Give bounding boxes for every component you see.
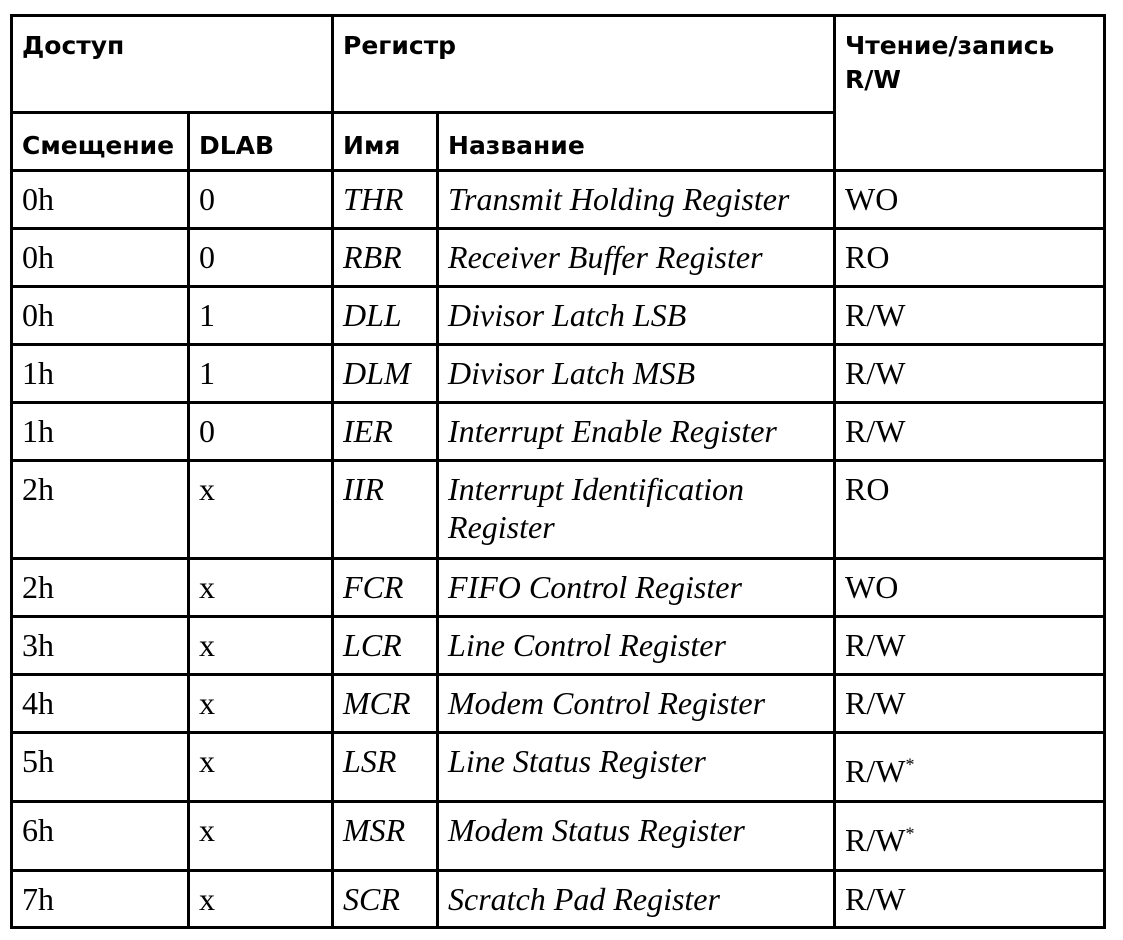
offset-cell-text: 1h <box>22 413 54 449</box>
dlab-cell-text: 0 <box>199 181 215 217</box>
offset-cell <box>12 871 189 928</box>
register-name-cell <box>333 802 438 871</box>
dlab-cell <box>189 229 333 287</box>
rw-cell-text: WO <box>845 569 899 605</box>
rw-cell <box>835 345 1105 403</box>
rw-cell-text: R/W <box>845 881 906 917</box>
register-name-cell-text: DLM <box>343 355 411 391</box>
register-name-cell-text: RBR <box>343 239 402 275</box>
rw-cell-text: RO <box>845 471 890 507</box>
rw-cell-text: R/W <box>845 685 906 721</box>
offset-cell <box>12 802 189 871</box>
register-name-cell-text: THR <box>343 181 404 217</box>
dlab-header: DLAB <box>189 113 333 171</box>
offset-cell <box>12 171 189 229</box>
register-title-cell <box>438 461 835 559</box>
register-header: Регистр <box>333 16 835 113</box>
offset-cell-text: 0h <box>22 181 54 217</box>
register-title-cell <box>438 171 835 229</box>
table-header <box>12 16 1105 171</box>
dlab-cell <box>189 287 333 345</box>
register-name-cell-text: DLL <box>343 297 402 333</box>
table-row <box>12 287 1105 345</box>
register-name-cell <box>333 287 438 345</box>
rw-cell <box>835 802 1105 871</box>
register-table <box>10 14 1106 929</box>
rw-cell-text: R/W <box>845 413 906 449</box>
register-name-cell <box>333 675 438 733</box>
dlab-cell <box>189 559 333 617</box>
rw-cell <box>835 461 1105 559</box>
register-title-cell <box>438 287 835 345</box>
offset-cell <box>12 733 189 802</box>
table-row <box>12 171 1105 229</box>
dlab-cell-text: x <box>199 812 215 848</box>
rw-cell-text: R/W <box>845 355 906 391</box>
register-title-cell-text: Modem Control Register <box>448 685 766 721</box>
register-title-cell-text: Divisor Latch MSB <box>448 355 696 391</box>
offset-cell <box>12 559 189 617</box>
register-name-cell-text: FCR <box>343 569 404 605</box>
offset-cell-text: 6h <box>22 812 54 848</box>
register-title-cell-text: Scratch Pad Register <box>448 881 720 917</box>
register-name-cell <box>333 617 438 675</box>
table-row <box>12 617 1105 675</box>
register-title-cell <box>438 733 835 802</box>
name-header: Имя <box>333 113 438 171</box>
offset-cell-text: 5h <box>22 743 54 779</box>
register-title-cell-text: Divisor Latch LSB <box>448 297 687 333</box>
offset-cell <box>12 617 189 675</box>
register-name-cell-text: SCR <box>343 881 400 917</box>
dlab-cell-text: x <box>199 569 215 605</box>
offset-cell-text: 0h <box>22 239 54 275</box>
dlab-cell-text: x <box>199 881 215 917</box>
dlab-cell <box>189 871 333 928</box>
rw-cell-text: RO <box>845 239 890 275</box>
offset-cell-text: 3h <box>22 627 54 663</box>
dlab-cell-text: 1 <box>199 355 215 391</box>
offset-cell <box>12 403 189 461</box>
table-row <box>12 345 1105 403</box>
offset-cell-text: 2h <box>22 569 54 605</box>
access-header: Доступ <box>12 16 333 113</box>
rw-cell <box>835 403 1105 461</box>
register-title-cell-text: FIFO Control Register <box>448 569 742 605</box>
rw-cell-text: R/W <box>845 753 906 789</box>
register-name-cell-text: MCR <box>343 685 411 721</box>
register-title-cell-text: Interrupt Enable Register <box>448 413 777 449</box>
rw-cell-text: WO <box>845 181 899 217</box>
footnote-marker: * <box>905 754 915 775</box>
register-title-cell-text: Transmit Holding Register <box>448 181 790 217</box>
header-row-top <box>12 16 1105 113</box>
dlab-cell <box>189 403 333 461</box>
offset-cell-text: 0h <box>22 297 54 333</box>
dlab-cell <box>189 171 333 229</box>
rw-cell <box>835 733 1105 802</box>
rw-header: Чтение/запись R/W <box>835 16 1105 171</box>
register-title-cell <box>438 403 835 461</box>
register-name-cell-text: MSR <box>343 812 406 848</box>
rw-cell <box>835 287 1105 345</box>
register-name-cell-text: IER <box>343 413 393 449</box>
table-row <box>12 675 1105 733</box>
register-name-cell <box>333 559 438 617</box>
offset-header: Смещение <box>12 113 189 171</box>
title-header: Название <box>438 113 835 171</box>
table-row <box>12 403 1105 461</box>
offset-cell <box>12 229 189 287</box>
table-row <box>12 559 1105 617</box>
rw-cell-text: R/W <box>845 297 906 333</box>
dlab-cell-text: x <box>199 471 215 507</box>
register-name-cell <box>333 229 438 287</box>
table-row <box>12 871 1105 928</box>
table-row <box>12 733 1105 802</box>
register-title-cell <box>438 675 835 733</box>
offset-cell <box>12 461 189 559</box>
dlab-cell-text: x <box>199 743 215 779</box>
rw-cell <box>835 675 1105 733</box>
register-name-cell <box>333 733 438 802</box>
dlab-cell-text: 0 <box>199 413 215 449</box>
dlab-cell-text: 1 <box>199 297 215 333</box>
table-body <box>12 171 1105 928</box>
register-title-cell <box>438 617 835 675</box>
register-name-cell <box>333 461 438 559</box>
register-title-cell <box>438 229 835 287</box>
table-row <box>12 802 1105 871</box>
register-name-cell-text: LSR <box>343 743 397 779</box>
offset-cell <box>12 675 189 733</box>
register-title-cell-text: Line Control Register <box>448 627 726 663</box>
offset-cell-text: 4h <box>22 685 54 721</box>
register-title-cell-text: Line Status Register <box>448 743 706 779</box>
rw-cell <box>835 559 1105 617</box>
dlab-cell-text: x <box>199 627 215 663</box>
table-row <box>12 461 1105 559</box>
dlab-cell <box>189 802 333 871</box>
register-name-cell <box>333 871 438 928</box>
register-name-cell <box>333 171 438 229</box>
rw-cell <box>835 171 1105 229</box>
register-title-cell <box>438 871 835 928</box>
register-title-cell <box>438 559 835 617</box>
register-title-cell-text: Receiver Buffer Register <box>448 239 763 275</box>
rw-cell <box>835 229 1105 287</box>
register-title-cell-text: Interrupt Identification Register <box>448 471 744 545</box>
rw-cell <box>835 617 1105 675</box>
dlab-cell-text: x <box>199 685 215 721</box>
register-name-cell-text: LCR <box>343 627 402 663</box>
dlab-cell-text: 0 <box>199 239 215 275</box>
register-title-cell-text: Modem Status Register <box>448 812 745 848</box>
register-name-cell <box>333 345 438 403</box>
rw-cell-text: R/W <box>845 822 906 858</box>
offset-cell <box>12 287 189 345</box>
offset-cell-text: 7h <box>22 881 54 917</box>
offset-cell <box>12 345 189 403</box>
register-table-page <box>10 14 1103 929</box>
register-name-cell <box>333 403 438 461</box>
dlab-cell <box>189 461 333 559</box>
register-name-cell-text: IIR <box>343 471 384 507</box>
dlab-cell <box>189 345 333 403</box>
rw-cell-text: R/W <box>845 627 906 663</box>
footnote-marker: * <box>905 823 915 844</box>
offset-cell-text: 1h <box>22 355 54 391</box>
register-title-cell <box>438 802 835 871</box>
dlab-cell <box>189 733 333 802</box>
rw-cell <box>835 871 1105 928</box>
dlab-cell <box>189 617 333 675</box>
table-row <box>12 229 1105 287</box>
register-title-cell <box>438 345 835 403</box>
dlab-cell <box>189 675 333 733</box>
offset-cell-text: 2h <box>22 471 54 507</box>
